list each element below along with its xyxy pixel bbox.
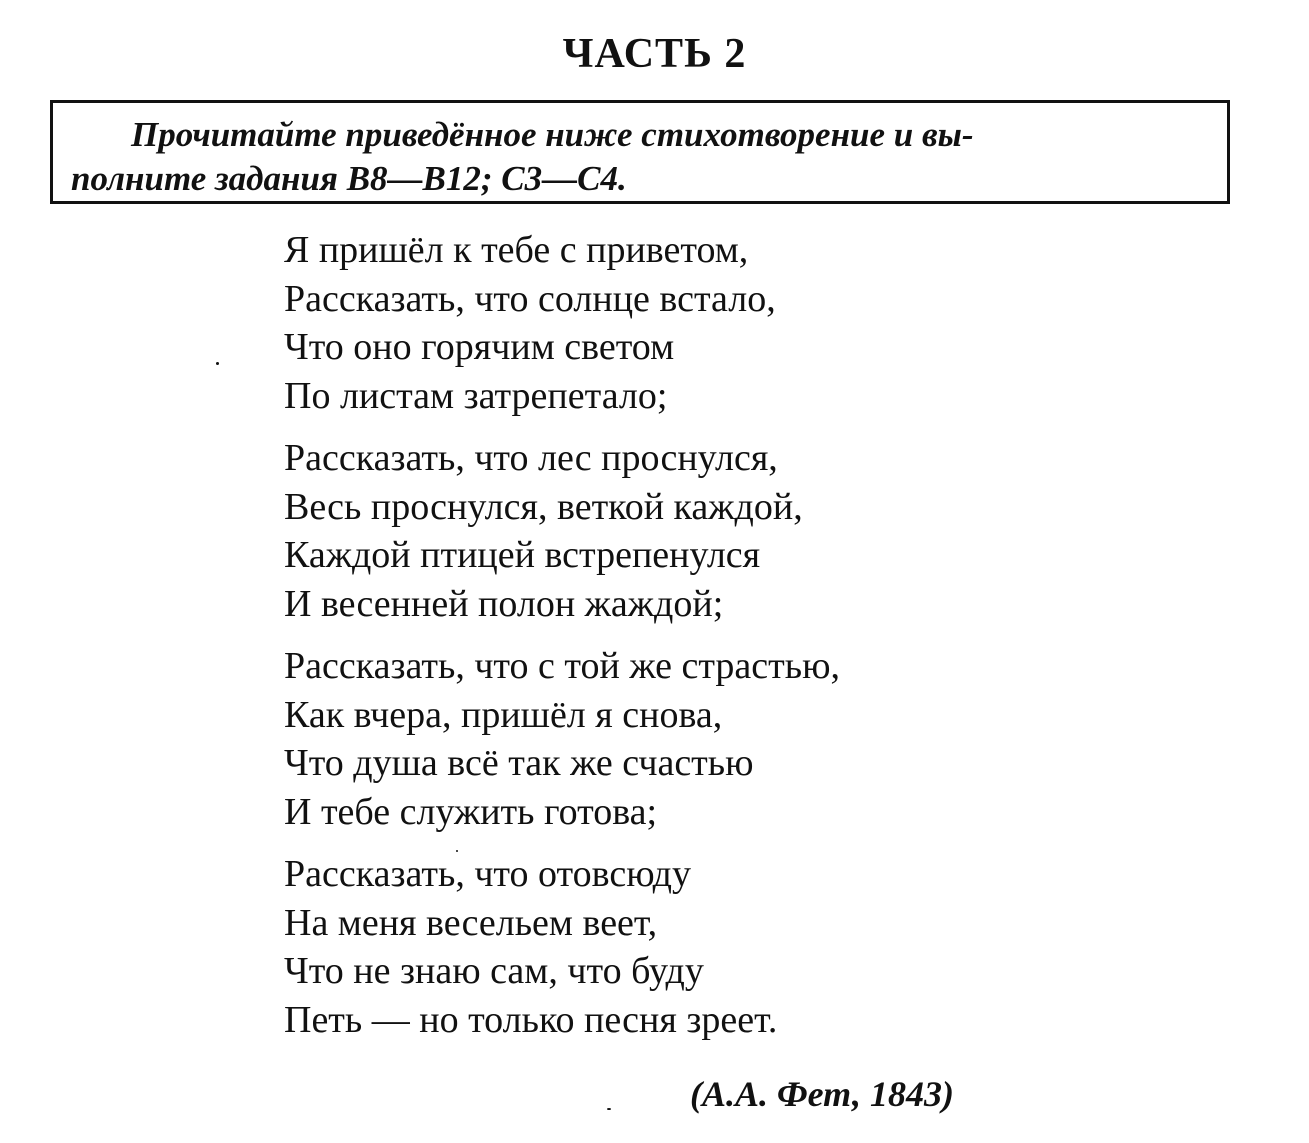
instruction-line: полните задания В8—В12; С3—С4. <box>71 159 627 198</box>
poem-line: Каждой птицей встрепенулся <box>284 534 761 576</box>
poem-line: Весь проснулся, веткой каждой, <box>284 485 803 528</box>
poem-line: Рассказать, что лес проснулся, <box>284 437 778 479</box>
instruction-line: Прочитайте приведённое ниже стихотворение и вы- <box>131 115 974 154</box>
poem-line: И весенней полон жаждой; <box>284 582 724 625</box>
poem-line: На меня весельем веет, <box>284 901 658 944</box>
poem-line: Что оно горячим светом <box>284 326 675 368</box>
instruction-box <box>50 100 1230 204</box>
poem <box>284 226 1184 1058</box>
stanza-4 <box>284 850 1184 1044</box>
poem-line: Рассказать, что отовсюду <box>284 853 692 895</box>
poem-line: Как вчера, пришёл я снова, <box>284 693 723 736</box>
page-title: ЧАСТЬ 2 <box>562 31 747 77</box>
stanza-2 <box>284 434 1184 628</box>
stanza-3 <box>284 642 1184 836</box>
scan-speck <box>607 1108 611 1110</box>
scan-speck <box>456 850 458 852</box>
poem-line: Рассказать, что солнце встало, <box>284 277 776 320</box>
poem-line: Что душа всё так же счастью <box>284 742 754 784</box>
attribution: (А.А. Фет, 1843) <box>690 1074 955 1114</box>
poem-line: Рассказать, что с той же страстью, <box>284 645 840 687</box>
poem-line: По листам затрепетало; <box>284 374 668 417</box>
poem-line: И тебе служить готова; <box>284 790 658 833</box>
poem-line: Я пришёл к тебе с приветом, <box>284 229 749 271</box>
poem-line: Петь — но только песня зреет. <box>284 998 778 1041</box>
stanza-1 <box>284 226 1184 420</box>
poem-line: Что не знаю сам, что буду <box>284 950 704 992</box>
scan-speck <box>216 362 219 365</box>
